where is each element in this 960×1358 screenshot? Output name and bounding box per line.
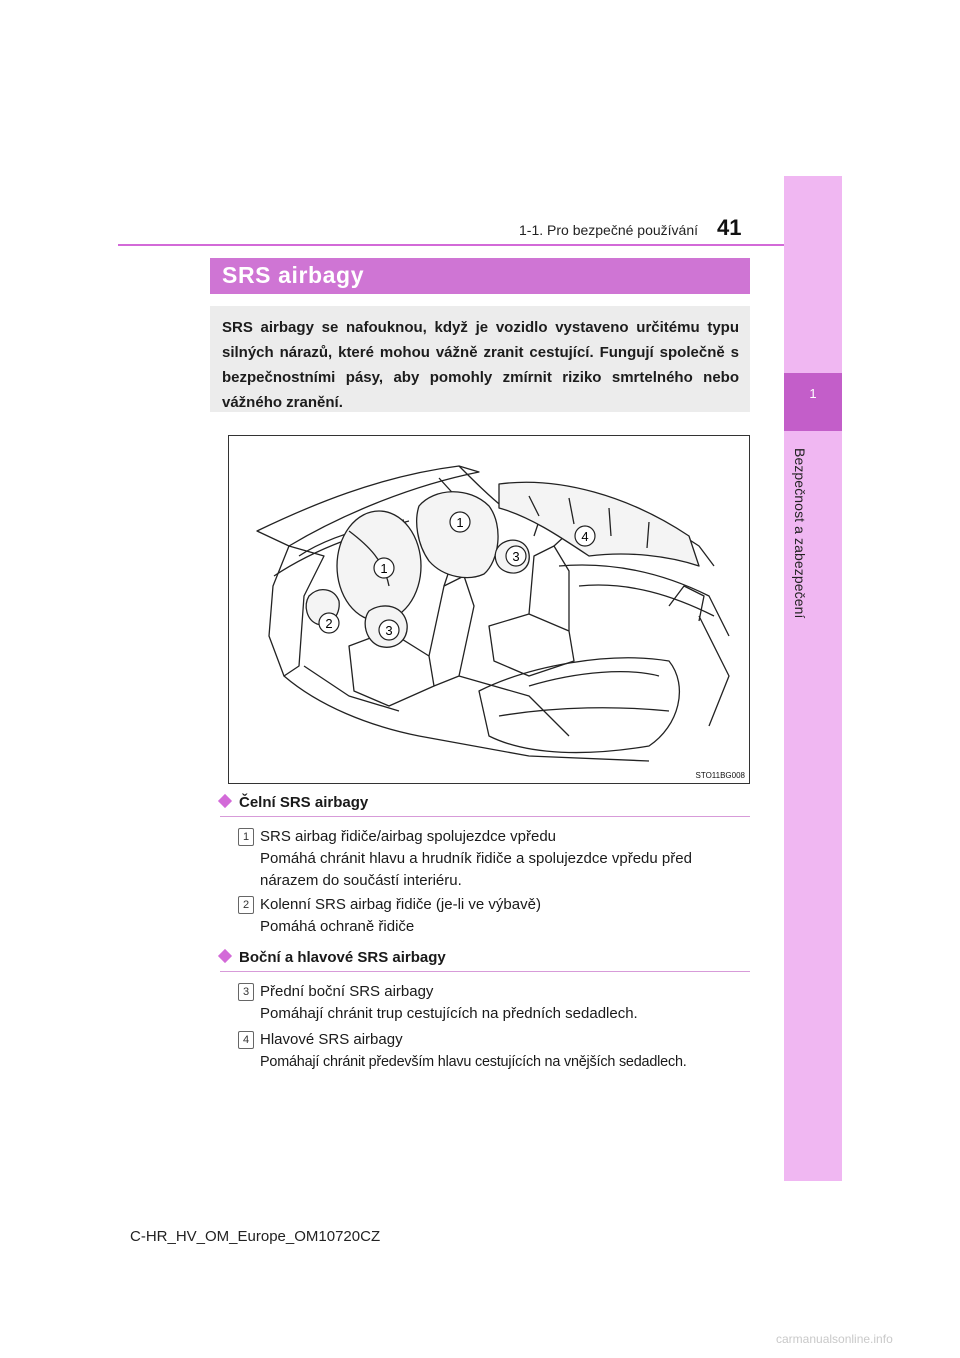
header-rule xyxy=(118,244,784,246)
item-number-badge: 1 xyxy=(238,828,254,846)
chapter-tab xyxy=(784,176,842,1181)
svg-text:2: 2 xyxy=(325,616,333,631)
section-title: 1-1. Pro bezpečné používání xyxy=(519,222,699,238)
car-interior-drawing xyxy=(229,436,749,783)
intro-box xyxy=(210,306,750,412)
chapter-label: Bezpečnost a zabezpečení xyxy=(792,448,808,619)
item-description: Pomáhají chránit především hlavu cestujících na vnějších sedadlech. xyxy=(260,1054,687,1070)
callout-4 xyxy=(575,526,595,546)
section-heading-text: Čelní SRS airbagy xyxy=(239,794,369,811)
svg-text:4: 4 xyxy=(581,529,589,544)
item-description: Pomáhají chránit trup cestujících na předních sedadlech. xyxy=(260,1005,638,1022)
diamond-bullet-icon xyxy=(218,949,232,963)
callout-1-passenger xyxy=(450,512,470,532)
page-title: SRS airbagy xyxy=(222,262,365,288)
section-heading-frontal xyxy=(220,794,368,811)
item-number-badge: 2 xyxy=(238,896,254,914)
figure-code: STO11BG008 xyxy=(695,771,745,780)
svg-text:3: 3 xyxy=(512,549,520,564)
section-heading-text: Boční a hlavové SRS airbagy xyxy=(239,949,446,966)
callout-3-passenger xyxy=(506,546,526,566)
intro-text: SRS airbagy se nafouknou, když je vozidlo vystaveno určitému typu silných nárazů, které mohou vážně zranit cestující. Fungují společně s bezpečnostními pásy, aby pomohly zmírnit riziko smrtelného nebo vážného zranění. xyxy=(222,319,739,411)
svg-text:1: 1 xyxy=(380,561,388,576)
section-rule xyxy=(220,971,750,972)
svg-text:3: 3 xyxy=(385,623,393,638)
callout-2 xyxy=(319,613,339,633)
section-rule xyxy=(220,816,750,817)
item-title: SRS airbag řidiče/airbag spolujezdce vpředu xyxy=(260,828,557,845)
airbag-illustration xyxy=(228,435,750,784)
callout-3-driver xyxy=(379,620,399,640)
item-description: Pomáhá ochraně řidiče xyxy=(260,918,415,935)
item-number-badge: 4 xyxy=(238,1031,254,1049)
item-description: nárazem do součástí interiéru. xyxy=(260,872,462,889)
watermark: carmanualsonline.info xyxy=(776,1332,893,1346)
chapter-number: 1 xyxy=(809,386,817,401)
title-bar xyxy=(210,258,750,294)
item-title: Kolenní SRS airbag řidiče (je-li ve výbavě) xyxy=(260,896,541,913)
document-code: C-HR_HV_OM_Europe_OM10720CZ xyxy=(130,1228,381,1245)
chapter-tab-marker xyxy=(784,373,842,431)
diamond-bullet-icon xyxy=(218,794,232,808)
section-heading-side xyxy=(220,949,446,966)
page-number: 41 xyxy=(717,215,742,240)
callout-1-driver xyxy=(374,558,394,578)
item-title: Přední boční SRS airbagy xyxy=(260,983,434,1000)
item-title: Hlavové SRS airbagy xyxy=(260,1031,403,1048)
item-number-badge: 3 xyxy=(238,983,254,1001)
svg-text:1: 1 xyxy=(456,515,464,530)
item-description: Pomáhá chránit hlavu a hrudník řidiče a spolujezdce vpředu před xyxy=(260,850,692,867)
